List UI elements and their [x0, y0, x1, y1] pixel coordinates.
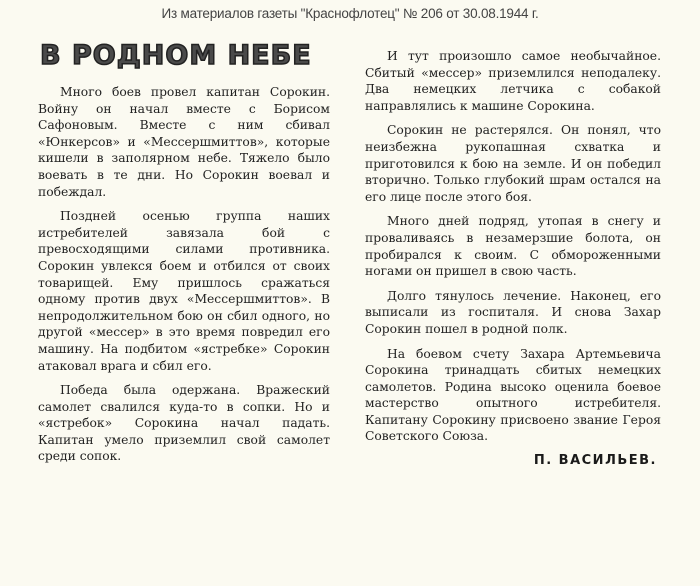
article-column-left: [38, 84, 330, 473]
paragraph: Победа была одержана. Вражеский самолет свалился куда-то в сопки. Но и «ястребок» Сорокина начал падать. Капитан умело приземлил свой самолет среди сопок.: [38, 383, 330, 464]
paragraph: Много боев провел капитан Сорокин. Войну он начал вместе с Борисом Сафоновым. Вместе с ним сбивал «Юнкерсов» и «Мессершмиттов», которые кишели в заполярном небе. Тяжело было воевать в те дни. Но Сорокин воевал и побеждал.: [38, 85, 330, 199]
article-title: В РОДНОМ НЕБЕ: [40, 40, 312, 71]
paragraph: Поздней осенью группа наших истребителей завязала бой с превосходящими силами противника. Сорокин увлекся боем и отбился от своих товарищей. Ему пришлось сражаться одному против двух «Мессершмиттов». В непродолжительном бою он сбил одного, но другой «мессер» в это время повредил его машину. На подбитом «ястребке» Сорокин атаковал врага и сбил его.: [38, 209, 330, 373]
paragraph: Сорокин не растерялся. Он понял, что неизбежна рукопашная схватка и приготовился к бою на земле. И он победил вторично. Только глубокий шрам остался на его лице после этого боя.: [365, 123, 661, 204]
paragraph: Много дней подряд, утопая в снегу и проваливаясь в незамерзшие болота, он пробирался к своим. С обмороженными ногами он пришел в свою часть.: [365, 214, 661, 279]
article-column-right: [365, 48, 661, 470]
source-caption: Из материалов газеты "Краснофлотец" № 206 от 30.08.1944 г.: [161, 6, 539, 21]
paragraph: И тут произошло самое необычайное. Сбитый «мессер» приземлился неподалеку. Два немецких летчика с собакой направлялись к машине Сорокина.: [365, 49, 661, 113]
paragraph: Долго тянулось лечение. Наконец, его выписали из госпиталя. И снова Захар Сорокин пошел в родной полк.: [365, 288, 661, 336]
paragraph: На боевом счету Захара Артемьевича Сорокина тринадцать сбитых немецких самолетов. Родина высоко оценила боевое мастерство опытного истребителя. Капитану Сорокину присвоено звание Героя Советского Союза.: [365, 346, 661, 444]
author-signature: П. ВАСИЛЬЕВ.: [533, 453, 657, 469]
